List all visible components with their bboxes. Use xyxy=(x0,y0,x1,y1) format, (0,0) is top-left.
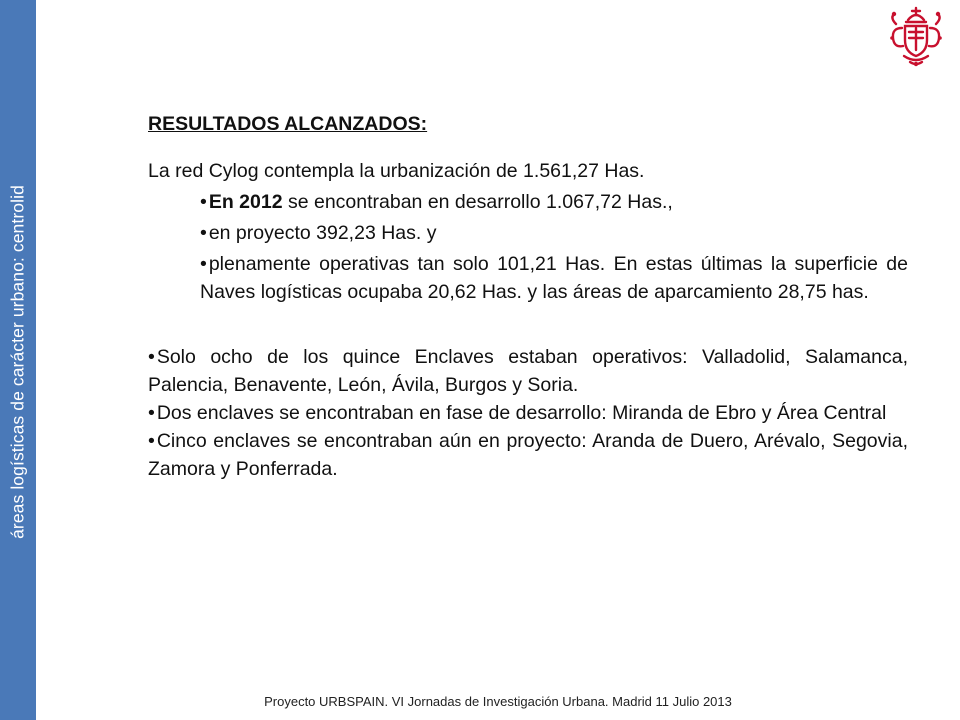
bullet-icon: • xyxy=(200,222,207,244)
sub-item-1 xyxy=(200,188,908,216)
sidebar-band xyxy=(0,0,36,720)
sidebar-title: áreas logísticas de carácter urbano: centrolid xyxy=(7,185,28,539)
bullet-item-3-text: Cinco enclaves se encontraban aún en proyecto: Aranda de Duero, Arévalo, Segovia, Zamora y Ponferrada. xyxy=(148,430,908,480)
sub-item-1-bold: En 2012 xyxy=(208,191,283,213)
bullet-icon: • xyxy=(200,191,207,213)
footer-text: Proyecto URBSPAIN. VI Jornadas de Investigación Urbana. Madrid 11 Julio 2013 xyxy=(264,694,732,709)
bullet-item-1-text: Solo ocho de los quince Enclaves estaban operativos: Valladolid, Salamanca, Palencia, Benavente, León, Ávila, Burgos y Soria. xyxy=(148,346,908,396)
coat-of-arms-icon xyxy=(886,6,946,68)
bullet-icon: • xyxy=(148,346,155,368)
sub-item-2-text: en proyecto 392,23 Has. y xyxy=(208,222,437,244)
sub-item-3 xyxy=(200,250,908,306)
section-heading: RESULTADOS ALCANZADOS: xyxy=(148,113,428,135)
bullet-item-1 xyxy=(148,343,908,399)
sub-item-3-text: plenamente operativas tan solo 101,21 Has. En estas últimas la superficie de Naves logísticas ocupaba 20,62 Has. y las áreas de aparcamiento 28,75 has. xyxy=(200,253,908,303)
sub-item-2 xyxy=(200,219,908,247)
bullet-icon: • xyxy=(200,253,207,275)
bullet-item-2-text: Dos enclaves se encontraban en fase de desarrollo: Miranda de Ebro y Área Central xyxy=(156,402,887,424)
bullet-icon: • xyxy=(148,430,155,452)
bullet-item-2 xyxy=(148,399,908,427)
intro-paragraph: La red Cylog contempla la urbanización de 1.561,27 Has. xyxy=(148,160,645,182)
slide-content xyxy=(148,110,908,483)
bullet-item-3 xyxy=(148,427,908,483)
sub-item-1-text: se encontraban en desarrollo 1.067,72 Has., xyxy=(282,191,673,213)
bullet-icon: • xyxy=(148,402,155,424)
